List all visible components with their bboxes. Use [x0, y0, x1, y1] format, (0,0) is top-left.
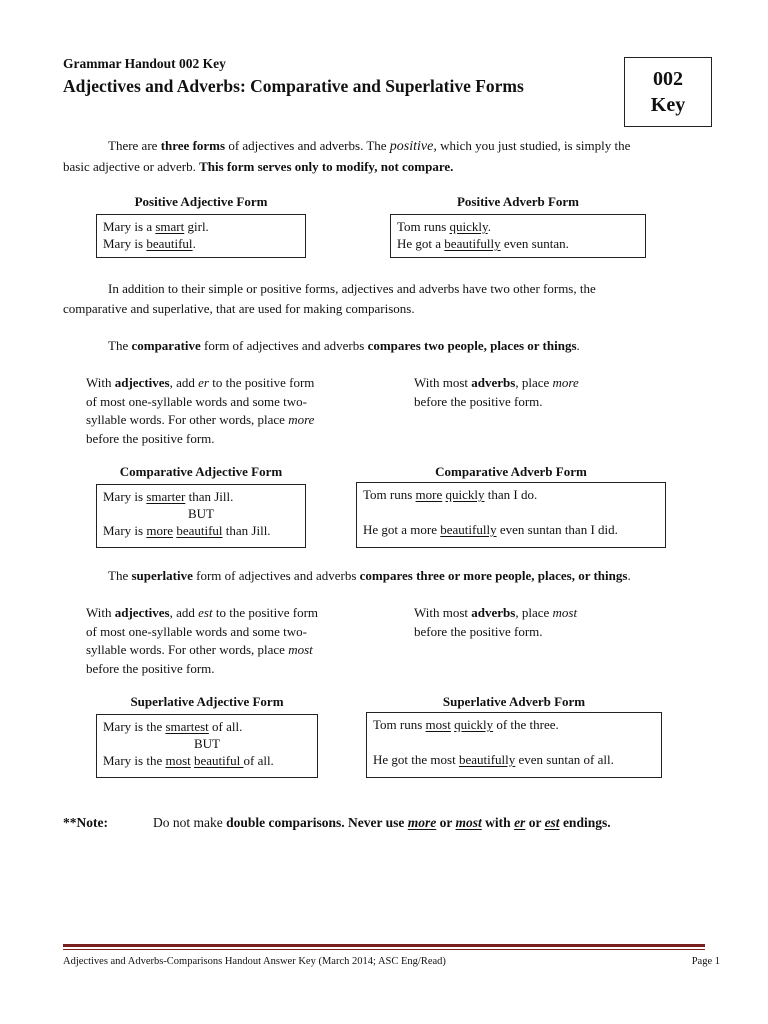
superlative-adverb-box — [366, 712, 662, 778]
superlative-adverb-rule — [414, 604, 704, 641]
text: of the three. — [493, 717, 559, 732]
underlined-word: smart — [155, 219, 185, 234]
rule-line — [86, 411, 376, 430]
rule-line: before the positive form. — [86, 430, 215, 446]
text: , place — [515, 375, 553, 390]
superlative-intro — [108, 567, 631, 585]
positive-adjective-label: Positive Adjective Form — [134, 194, 268, 209]
underlined-word: more — [415, 487, 443, 502]
superlative-adjective-rule — [86, 604, 376, 678]
underlined-word: beautifully — [458, 752, 516, 767]
emphasis: adverbs — [471, 375, 516, 390]
emphasis: most — [288, 642, 313, 657]
text: Tom runs — [373, 717, 426, 732]
example-line — [397, 235, 639, 252]
but-separator: BUT — [194, 736, 220, 751]
text: He got a more — [363, 522, 441, 537]
rule-line: of most one-syllable words and some two- — [86, 393, 307, 409]
text: With most — [414, 605, 472, 620]
underlined-word: beautifully — [444, 236, 501, 251]
emphasis: adverbs — [471, 605, 516, 620]
emphasis: compares three or more people, places, or things — [359, 568, 628, 583]
example-line — [363, 521, 659, 538]
intro-line-2 — [63, 158, 723, 176]
page-number: Page 1 — [691, 956, 720, 967]
superlative-adjective-box — [96, 714, 318, 778]
emphasis: endings. — [559, 815, 611, 830]
example-line — [103, 522, 299, 539]
text: Mary is a — [103, 219, 156, 234]
example-line — [103, 718, 311, 735]
footer-text: Adjectives and Adverbs-Comparisons Handout Answer Key (March 2014; ASC Eng/Read) — [63, 956, 446, 967]
text: even suntan than I did. — [496, 522, 618, 537]
footer-rule-thin — [63, 949, 705, 950]
emphasis: with — [481, 815, 515, 830]
text: of adjectives and adverbs. The — [225, 138, 390, 153]
emphasis: er — [198, 375, 209, 390]
text: syllable words. For other words, place — [86, 412, 289, 427]
addition-line-2: comparative and superlative, that are used for making comparisons. — [63, 301, 415, 316]
example-line — [103, 488, 299, 505]
text: to the positive form — [212, 605, 319, 620]
emphasis: compares two people, places or things — [367, 338, 577, 353]
text: even suntan of all. — [515, 752, 614, 767]
underlined-word: most — [455, 815, 482, 830]
underlined-word: more — [407, 815, 437, 830]
example-line — [373, 716, 655, 733]
but-separator: BUT — [188, 506, 214, 521]
rule-line — [86, 641, 376, 660]
underlined-word: most — [425, 717, 451, 732]
text: than Jill. — [222, 523, 271, 538]
comparative-adjective-label: Comparative Adjective Form — [119, 464, 283, 479]
text: basic adjective or adverb. — [63, 159, 200, 174]
text: syllable words. For other words, place — [86, 642, 289, 657]
note-text — [153, 815, 611, 831]
text: to the positive form — [208, 375, 315, 390]
text: . — [627, 568, 631, 583]
text: He got a — [397, 236, 445, 251]
emphasis: positive, — [389, 139, 437, 154]
text: Do not make — [153, 815, 227, 830]
key-box — [624, 57, 712, 127]
text: than Jill. — [185, 489, 234, 504]
text: The — [108, 568, 132, 583]
emphasis: three forms — [160, 138, 226, 153]
emphasis: more — [552, 375, 579, 390]
example-line — [103, 752, 311, 769]
text: form of adjectives and adverbs — [200, 338, 368, 353]
text: than I do. — [484, 487, 538, 502]
comparative-adjective-rule — [86, 374, 376, 448]
text: even suntan. — [500, 236, 569, 251]
rule-line: before the positive form. — [414, 393, 543, 409]
comparative-adverb-label: Comparative Adverb Form — [435, 464, 587, 479]
text: Tom runs — [363, 487, 416, 502]
emphasis: This form serves only to modify, not compare. — [199, 159, 454, 174]
text: Mary is — [103, 489, 147, 504]
underlined-word: beautiful — [194, 753, 244, 768]
text: girl. — [184, 219, 209, 234]
emphasis: superlative — [131, 568, 193, 583]
comparative-intro — [108, 337, 580, 355]
key-box-number: 002 — [653, 68, 683, 90]
underlined-word: er — [514, 815, 526, 830]
emphasis: double comparisons — [226, 815, 342, 830]
emphasis: comparative — [131, 338, 201, 353]
positive-adverb-box — [390, 214, 646, 258]
text: With most — [414, 375, 472, 390]
underlined-word: beautifully — [440, 522, 497, 537]
handout-subtitle: Grammar Handout 002 Key — [63, 56, 226, 71]
text: . — [192, 236, 196, 251]
text: With — [86, 605, 115, 620]
text: Mary is — [103, 236, 147, 251]
intro-line-1 — [63, 137, 723, 156]
emphasis: or — [436, 815, 456, 830]
key-box-label: Key — [650, 94, 686, 116]
text: Mary is — [103, 523, 147, 538]
example-line — [103, 235, 299, 252]
emphasis: or — [525, 815, 545, 830]
underlined-word: smarter — [146, 489, 186, 504]
text: which you just studied, is simply the — [436, 138, 631, 153]
underlined-word: quickly — [449, 219, 488, 234]
comparative-adverb-box — [356, 482, 666, 548]
text: of all. — [208, 719, 243, 734]
underlined-word: smartest — [165, 719, 209, 734]
underlined-word: most — [165, 753, 191, 768]
rule-line — [86, 374, 376, 393]
text: . — [576, 338, 580, 353]
example-line — [397, 218, 639, 235]
positive-adjective-box — [96, 214, 306, 258]
emphasis: more — [288, 412, 315, 427]
footer-rule — [63, 944, 705, 947]
underlined-word: beautiful — [176, 523, 223, 538]
rule-line: before the positive form. — [86, 660, 215, 676]
emphasis: est — [198, 605, 213, 620]
underlined-word: more — [146, 523, 174, 538]
rule-line: before the positive form. — [414, 623, 543, 639]
underlined-word: quickly — [454, 717, 494, 732]
note-label: **Note: — [63, 815, 108, 830]
text: Mary is the — [103, 719, 166, 734]
text: , place — [515, 605, 553, 620]
text: , add — [169, 605, 199, 620]
addition-paragraph — [63, 280, 733, 318]
text: Tom runs — [397, 219, 450, 234]
rule-line — [86, 604, 376, 623]
text: , add — [169, 375, 199, 390]
text: form of adjectives and adverbs — [192, 568, 360, 583]
text: He got the most — [373, 752, 459, 767]
superlative-adjective-label: Superlative Adjective Form — [130, 694, 284, 709]
text: . — [487, 219, 491, 234]
positive-adverb-label: Positive Adverb Form — [456, 194, 580, 209]
example-line — [103, 218, 299, 235]
emphasis: . Never use — [341, 815, 408, 830]
emphasis: adjectives — [114, 605, 170, 620]
rule-line — [414, 604, 704, 623]
text: Mary is the — [103, 753, 166, 768]
comparative-adverb-rule — [414, 374, 704, 411]
underlined-word: est — [544, 815, 560, 830]
rule-line — [414, 374, 704, 393]
example-line — [363, 486, 659, 503]
emphasis: most — [552, 605, 578, 620]
superlative-adverb-label: Superlative Adverb Form — [442, 694, 586, 709]
addition-line-1: In addition to their simple or positive forms, adjectives and adverbs have two other forms, the — [108, 281, 596, 296]
comparative-adjective-box — [96, 484, 306, 548]
rule-line: of most one-syllable words and some two- — [86, 623, 307, 639]
intro-paragraph — [63, 137, 723, 176]
text: The — [108, 338, 132, 353]
text: With — [86, 375, 115, 390]
text: of all. — [243, 753, 274, 768]
underlined-word: quickly — [445, 487, 485, 502]
underlined-word: beautiful — [146, 236, 193, 251]
emphasis: adjectives — [114, 375, 170, 390]
example-line — [373, 751, 655, 768]
page-title: Adjectives and Adverbs: Comparative and Superlative Forms — [63, 76, 524, 96]
text: There are — [108, 138, 161, 153]
